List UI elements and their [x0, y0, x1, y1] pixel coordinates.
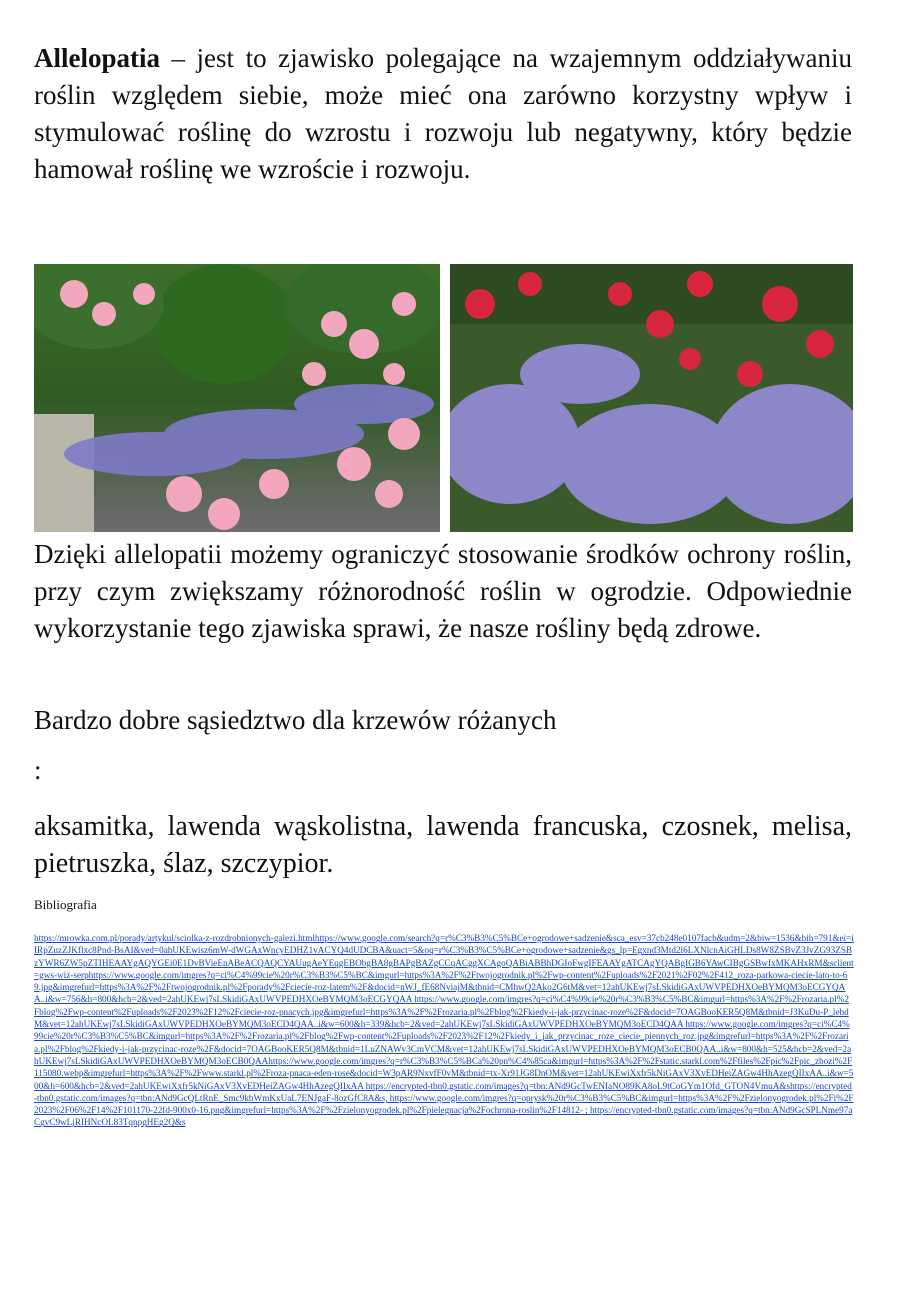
bibliography-links: [34, 932, 854, 1129]
intro-definition: – jest to zjawisko polegające na wzajemnym oddziaływaniu roślin względem siebie, może mieć ona zarówno korzystny wpływ i stymulować roślinę do wzrostu i rozwoju lub negatywny, który będzie hamował roślinę we wzroście i rozwoju.: [34, 43, 852, 184]
bibliography-title: Bibliografia: [34, 897, 97, 912]
neighbors-list: aksamitka, lawenda wąskolistna, lawenda francuska, czosnek, melisa, pietruszka, ślaz, szczypior.: [34, 811, 852, 879]
roses-and-lavender-photo: [34, 264, 440, 532]
photo-row: [34, 264, 853, 532]
red-roses-and-lavender-photo: [450, 264, 853, 532]
intro-paragraph: [34, 40, 852, 188]
neighbors-heading: Bardzo dobre sąsiedztwo dla krzewów różanych: [34, 705, 557, 735]
bibliography-link-text[interactable]: https://mrowka.com.pl/porady/artykul/sciolka-z-rozdrobnionych-galezi.htmlhttps://www.google.com/search?q=r%C3%B3%C5%BCe+ogrodowe+sadzenie&sca_esv=37cb248e0107facb&udm=2&biw=1536&bih=791&ei=iIRpZuzZJKflxc8Pnd-BsAI&ved=0ahUKEwisz6mW-dWGAxWncyEDHZ1vACYQ4dUDCBA&uact=5&oq=r%C3%B3%C5%BCe+ogrodowe+sadzenie&gs_lp=Egxnd3Mtd2l6LXNlcnAiGHLDs8W8ZSBvZ3JvZG93ZSBzYWR6ZW5pZTIHEAAYgAQYGEi0E1DvBVieEnABeACQAQCYAUugAeYEqgEBObgBA8gBAPgBAZgCCqACggXCAgoQABiABBhDGIoFwgIFEAAYgATCAgYQABgIGB6YAwCIBgGSBwIxMKAHxRM&sclient=gws-wiz-serphttps://www.google.com/imgres?q=ci%C4%99cie%20r%C3%B3%C5%BC&imgurl=https%3A%2F%2Ftwojogrodnik.pl%2Fwp-content%2Fuploads%2F2021%2F02%2F412_roza-parkowa-ciecie-lato-to-69.jpg&imgrefurl=https%3A%2F%2Ftwojogrodnik.pl%2Fporady%2Fciecie-roz-latem%2F&docid=nWJ_fE68NviajM&tbnid=CMhwQ2Ako2G6tM&vet=12ahUKEwj7sLSkidiGAxUWVPEDHXOeBYMQM3oECGYQAA..i&w=756&h=800&hcb=2&ved=2ahUKEwj7sLSkidiGAxUWVPEDHXOeBYMQM3oECGYQAA https://www.google.com/imgres?q=ci%C4%99cie%20r%C3%B3%C5%BC&imgurl=https%3A%2F%2Frozaria.pl%2Fblog%2Fwp-content%2Fuploads%2F2023%2F12%2Fciecie-roz-pnacych.jpg&imgrefurl=https%3A%2F%2Frozaria.pl%2Fblog%2Fkiedy-i-jak-przycinac-roze%2F&docid=7OAGBooKER5Q8M&tbnid=J3KuDu-P_lebdM&vet=12ahUKEwj7sLSkidiGAxUWVPEDHXOeBYMQM3oECD4QAA..i&w=600&h=339&hcb=2&ved=2ahUKEwj7sLSkidiGAxUWVPEDHXOeBYMQM3oECD4QAA https://www.google.com/imgres?q=ci%C4%99cie%20r%C3%B3%C5%BC&imgurl=https%3A%2F%2Frozaria.pl%2Fblog%2Fwp-content%2Fuploads%2F2023%2F12%2Fkiedy_i_jak_przycinac_roze_ciecie_piennych_roz.jpg&imgrefurl=https%3A%2F%2Frozaria.pl%2Fblog%2Fkiedy-i-jak-przycinac-roze%2F&docid=7OAGBooKER5Q8M&tbnid=1LuZNAWv3CmVCM&vet=12ahUKEwj7sLSkidiGAxUWVPEDHXOeBYMQM3oECB0QAA..i&w=800&h=525&hcb=2&ved=2ahUKEwj7sLSkidiGAxUWVPEDHXOeBYMQM3oECB0QAAhttps://www.google.com/imgres?q=r%C3%B3%C5%BCa%20pn%C4%85ca&imgurl=https%3A%2F%2Fstatic.starkl.com%2Ffiles%2Fpic%2Fpic_zbozi%2F115080.webp&imgrefurl=https%3A%2F%2Fwww.starkl.pl%2Froza-pnaca-eden-rose&docid=W3pAR9NxvfF0vM&tbnid=tx-Xr91JG8DnOM&vet=12ahUKEwiXxfr5kNiGAxV3XvEDHeiZAGw4HhAzegQIIxAA..i&w=500&h=600&hcb=2&ved=2ahUKEwiXxfr5kNiGAxV3XvEDHeiZAGw4HhAzegQIIxAA https://encrypted-tbn0.gstatic.com/images?q=tbn:ANd9GcTwENIaNO89KA8oL9tCoGYm1Ofd_GTON4VmuA&shttps://encrypted-tbn0.gstatic.com/images?q=tbn:ANd9GcQLtRnE_Smc9kbWmKxUaL7ENJgaF-8ozGfC8A&s, https://www.google.com/imgres?q=oprysk%20r%C3%B3%C5%BC&imgurl=https%3A%2F%2Fzielonyogrodek.pl%2Fi%2F2023%2F06%2F14%2F101170-22fd-900x0-16.png&imgrefurl=https%3A%2F%2Fzielonyogrodek.pl%2Fpielegnacja%2Fochrona-roslin%2F14812- ; https://encrypted-tbn0.gstatic.com/images?q=tbn:ANd9GcSPLNme97aCgvC9wLjRIHNcOL83TqnpgHEg2Q&s: [34, 933, 854, 1128]
colon-line: :: [34, 755, 42, 785]
benefit-paragraph: Dzięki allelopatii możemy ograniczyć stosowanie środków ochrony roślin, przy czym zwiększamy różnorodność roślin w ogrodzie. Odpowiednie wykorzystanie tego zjawiska sprawi, że nasze rośliny będą zdrowe.: [34, 539, 852, 643]
allelopatia-term: Allelopatia: [34, 43, 160, 73]
